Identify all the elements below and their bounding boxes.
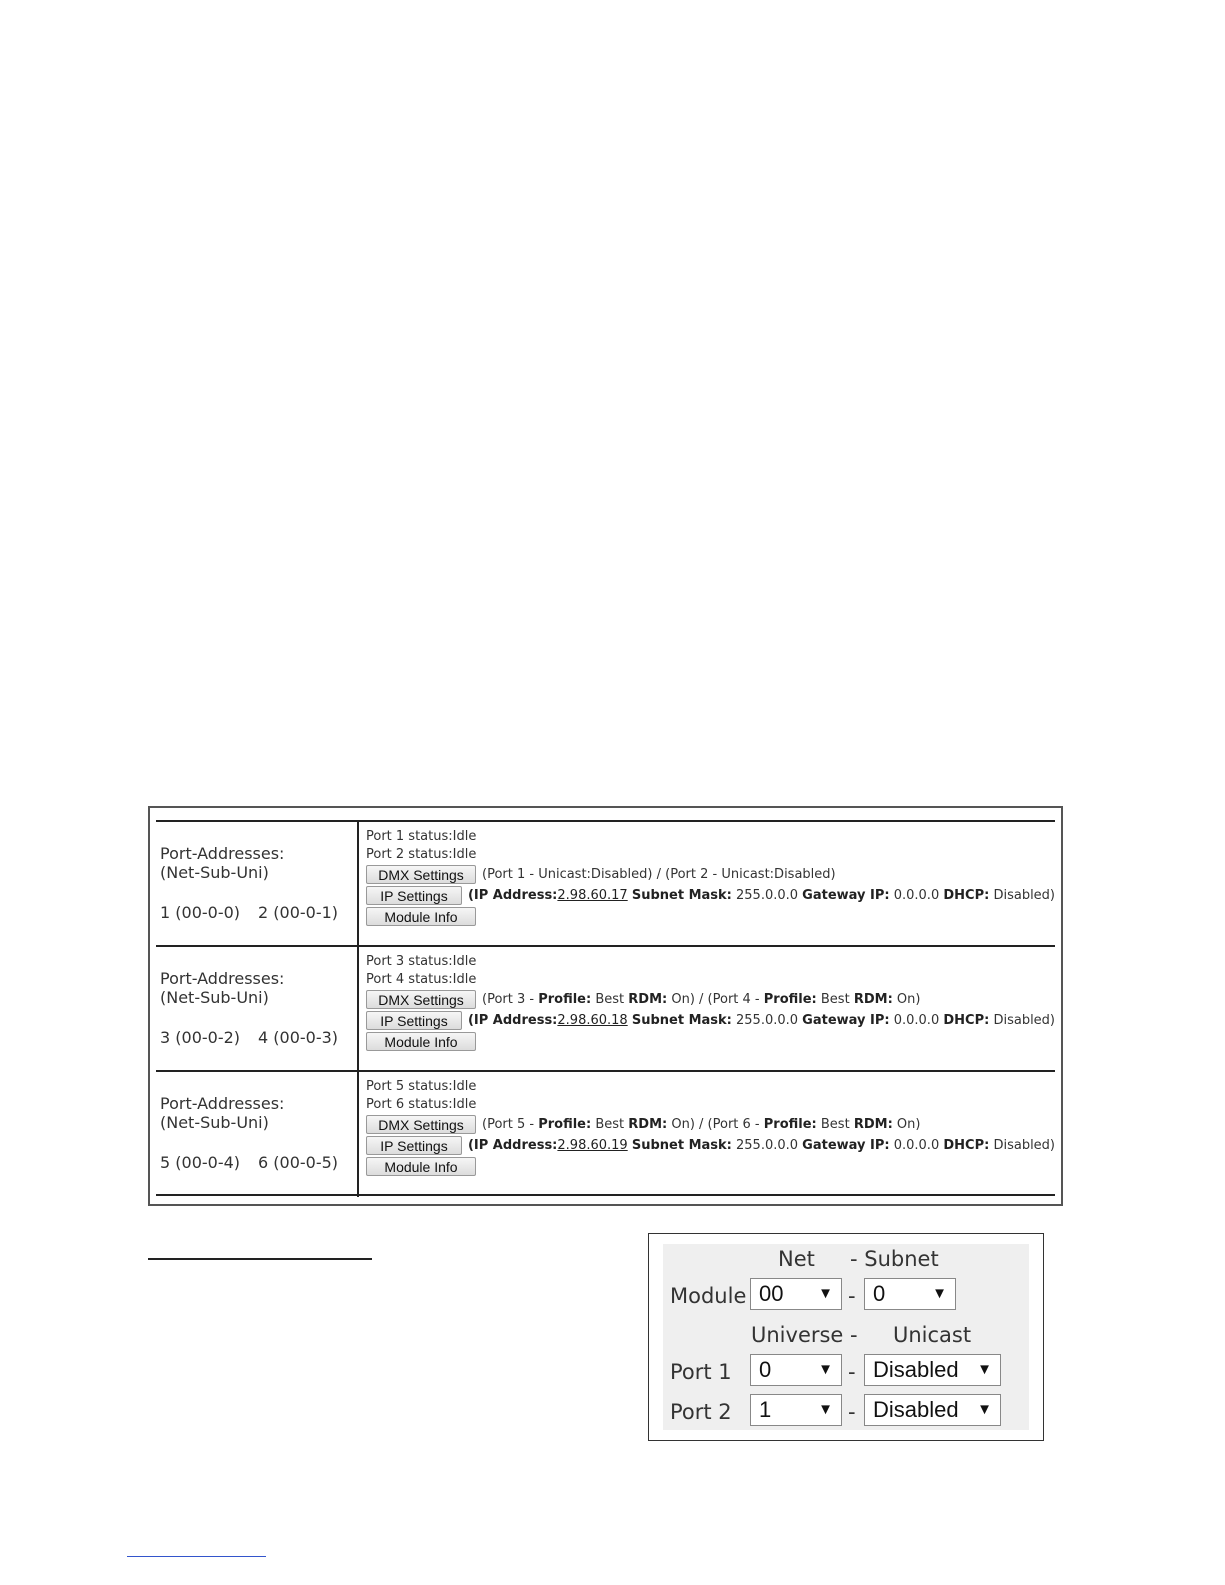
port2-label: Port 2 (670, 1400, 732, 1424)
port2-unicast-select[interactable] (864, 1394, 1001, 1426)
universe-header: Universe - (751, 1323, 858, 1347)
module-controls-cell (366, 953, 1055, 1052)
port-address-a: 5 (00-0-4) (160, 1153, 241, 1172)
chevron-down-icon: ▼ (932, 1285, 947, 1302)
port-address-values (160, 903, 357, 922)
port-address-b: 6 (00-0-5) (258, 1153, 339, 1172)
ip-settings-button[interactable]: IP Settings (366, 886, 462, 905)
ip-info: (IP Address:2.98.60.17 Subnet Mask: 255.0.0.0 Gateway IP: 0.0.0.0 DHCP: Disabled) (467, 887, 1055, 903)
port-addresses-label: Port-Addresses: (160, 844, 285, 863)
dmx-settings-button[interactable]: DMX Settings (366, 865, 476, 884)
module-info-button[interactable]: Module Info (366, 907, 476, 926)
port-address-values (160, 1028, 357, 1047)
net-sub-uni-label: (Net-Sub-Uni) (160, 863, 269, 882)
ip-info: (IP Address:2.98.60.19 Subnet Mask: 255.0.0.0 Gateway IP: 0.0.0.0 DHCP: Disabled) (467, 1137, 1055, 1153)
port-addresses-cell (156, 947, 359, 1070)
port-addresses-label: Port-Addresses: (160, 1094, 285, 1113)
port2-universe-value: 1 (759, 1397, 772, 1422)
port-addresses-cell (156, 822, 359, 945)
port-address-a: 3 (00-0-2) (160, 1028, 241, 1047)
subnet-select-value: 0 (873, 1281, 886, 1306)
node-overview-panel (148, 806, 1063, 1206)
port1-unicast-select[interactable] (864, 1354, 1001, 1386)
dash-separator: - (848, 1360, 856, 1384)
subnet-header: - Subnet (850, 1247, 939, 1271)
dash-separator: - (848, 1284, 856, 1308)
subnet-select[interactable] (864, 1278, 956, 1310)
port-address-b: 2 (00-0-1) (258, 903, 339, 922)
port-address-a: 1 (00-0-0) (160, 903, 241, 922)
port2-universe-select[interactable] (750, 1394, 842, 1426)
chevron-down-icon: ▼ (977, 1401, 992, 1418)
dash-separator: - (848, 1400, 856, 1424)
port2-unicast-value: Disabled (873, 1397, 959, 1422)
port1-label: Port 1 (670, 1360, 732, 1384)
port-status-b: Port 6 status:Idle (366, 1097, 477, 1112)
dmx-info: (Port 1 - Unicast:Disabled) / (Port 2 - Unicast:Disabled) (482, 866, 836, 882)
ip-info: (IP Address:2.98.60.18 Subnet Mask: 255.0.0.0 Gateway IP: 0.0.0.0 DHCP: Disabled) (467, 1012, 1055, 1028)
ip-address-link[interactable]: 2.98.60.19 (557, 1137, 628, 1153)
ip-address-link[interactable]: 2.98.60.17 (557, 887, 628, 903)
net-header: Net (778, 1247, 815, 1271)
port-address-b: 4 (00-0-3) (258, 1028, 339, 1047)
port-status-b: Port 2 status:Idle (366, 847, 477, 862)
port1-unicast-value: Disabled (873, 1357, 959, 1382)
port-status-a: Port 3 status:Idle (366, 954, 477, 969)
table-row (156, 1072, 1055, 1197)
port-addresses-cell (156, 1072, 359, 1197)
port-status-a: Port 5 status:Idle (366, 1079, 477, 1094)
ip-settings-button[interactable]: IP Settings (366, 1136, 462, 1155)
unicast-header: Unicast (893, 1323, 972, 1347)
net-select[interactable] (750, 1278, 842, 1310)
module-address-form (663, 1244, 1029, 1430)
ip-address-link[interactable]: 2.98.60.18 (557, 1012, 628, 1028)
table-row (156, 947, 1055, 1072)
chevron-down-icon: ▼ (818, 1361, 833, 1378)
section-heading-rule (148, 1258, 372, 1260)
dmx-info: (Port 5 - Profile: Best RDM: On) / (Port 6 - Profile: Best RDM: On) (482, 1116, 921, 1132)
table-row (156, 822, 1055, 947)
net-sub-uni-label: (Net-Sub-Uni) (160, 988, 269, 1007)
module-info-button[interactable]: Module Info (366, 1032, 476, 1051)
dmx-info: (Port 3 - Profile: Best RDM: On) / (Port 4 - Profile: Best RDM: On) (482, 991, 921, 1007)
module-address-panel (648, 1233, 1044, 1441)
module-controls-cell (366, 1078, 1055, 1177)
node-table (156, 820, 1055, 1196)
chevron-down-icon: ▼ (818, 1401, 833, 1418)
net-sub-uni-label: (Net-Sub-Uni) (160, 1113, 269, 1132)
port-address-values (160, 1153, 357, 1172)
port-addresses-label: Port-Addresses: (160, 969, 285, 988)
ip-settings-button[interactable]: IP Settings (366, 1011, 462, 1030)
chevron-down-icon: ▼ (977, 1361, 992, 1378)
net-select-value: 00 (759, 1281, 784, 1306)
port1-universe-value: 0 (759, 1357, 772, 1382)
port-status-a: Port 1 status:Idle (366, 829, 477, 844)
module-label: Module (670, 1284, 747, 1308)
footer-link-underline[interactable] (127, 1556, 266, 1557)
dmx-settings-button[interactable]: DMX Settings (366, 990, 476, 1009)
port-status-b: Port 4 status:Idle (366, 972, 477, 987)
module-info-button[interactable]: Module Info (366, 1157, 476, 1176)
port1-universe-select[interactable] (750, 1354, 842, 1386)
dmx-settings-button[interactable]: DMX Settings (366, 1115, 476, 1134)
chevron-down-icon: ▼ (818, 1285, 833, 1302)
module-controls-cell (366, 828, 1055, 927)
